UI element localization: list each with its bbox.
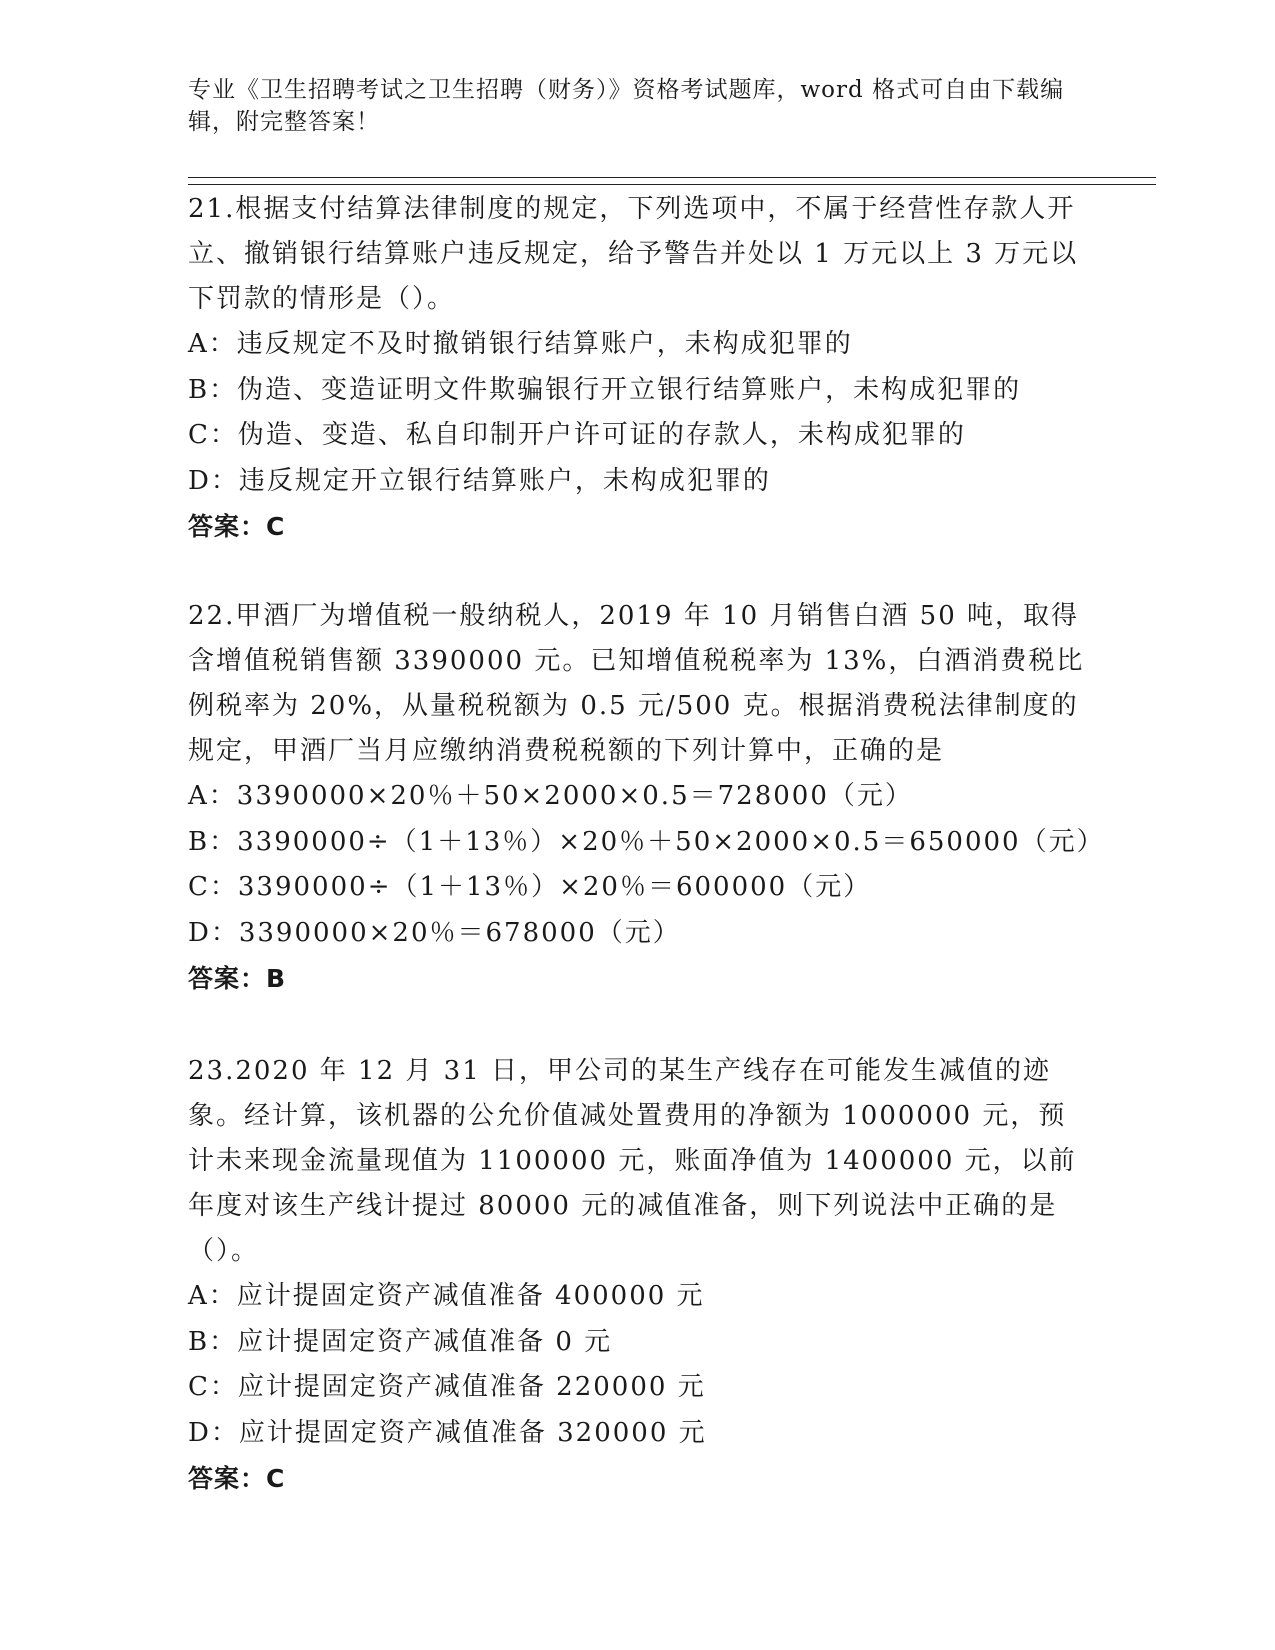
- option-b: B：3390000÷（1＋13％）×20％＋50×2000×0.5＝650000（元）: [188, 826, 1105, 857]
- question-stem: 23.2020 年 12 月 31 日，甲公司的某生产线存在可能发生减值的迹象。经计算，该机器的公允价值减处置费用的净额为 1000000 元，预计未来现金流量现值为 1100000 元，账面净值为 1400000 元，以前年度对该生产线计提过 80000 元的减值准备，则下列说法中正确的是（）。: [188, 1056, 1077, 1266]
- answer-label: 答案：B: [188, 964, 287, 993]
- option-c: C：3390000÷（1＋13％）×20％＝600000（元）: [188, 872, 872, 902]
- question-23: [188, 1049, 1088, 1502]
- question-stem: 21.根据支付结算法律制度的规定，下列选项中，不属于经营性存款人开立、撤销银行结算账户违反规定，给予警告并处以 1 万元以上 3 万元以下罚款的情形是（）。: [188, 194, 1079, 314]
- answer-label: 答案：C: [188, 512, 286, 541]
- answer-label: 答案：C: [188, 1464, 286, 1493]
- option-d: D：应计提固定资产减值准备 320000 元: [188, 1417, 707, 1448]
- option-c: C：伪造、变造、私自印制开户许可证的存款人，未构成犯罪的: [188, 420, 966, 450]
- question-stem: 22.甲酒厂为增值税一般纳税人，2019 年 10 月销售白酒 50 吨，取得含增值税销售额 3390000 元。已知增值税税率为 13%，白酒消费税比例税率为 20%，从量税税额为 0.5 元/500 克。根据消费税法律制度的规定，甲酒厂当月应缴纳消费税税额的下列计算中，正确的是: [188, 601, 1085, 766]
- question-22: [188, 594, 1105, 1002]
- option-c: C：应计提固定资产减值准备 220000 元: [188, 1372, 706, 1402]
- option-a: A：3390000×20％＋50×2000×0.5＝728000（元）: [188, 781, 913, 811]
- option-d: D：3390000×20％＝678000（元）: [188, 917, 681, 948]
- document-header: 专业《卫生招聘考试之卫生招聘（财务）》资格考试题库，word 格式可自由下载编辑，附完整答案！: [188, 77, 1065, 135]
- option-b: B：应计提固定资产减值准备 0 元: [188, 1326, 613, 1357]
- header-rule-top: [188, 177, 1156, 178]
- option-d: D：违反规定开立银行结算账户，未构成犯罪的: [188, 465, 771, 496]
- question-21: [188, 187, 1088, 550]
- option-a: A：违反规定不及时撤销银行结算账户，未构成犯罪的: [188, 329, 853, 359]
- option-b: B：伪造、变造证明文件欺骗银行开立银行结算账户，未构成犯罪的: [188, 374, 1022, 405]
- header-rule-bottom: [188, 184, 1156, 185]
- option-a: A：应计提固定资产减值准备 400000 元: [188, 1281, 705, 1311]
